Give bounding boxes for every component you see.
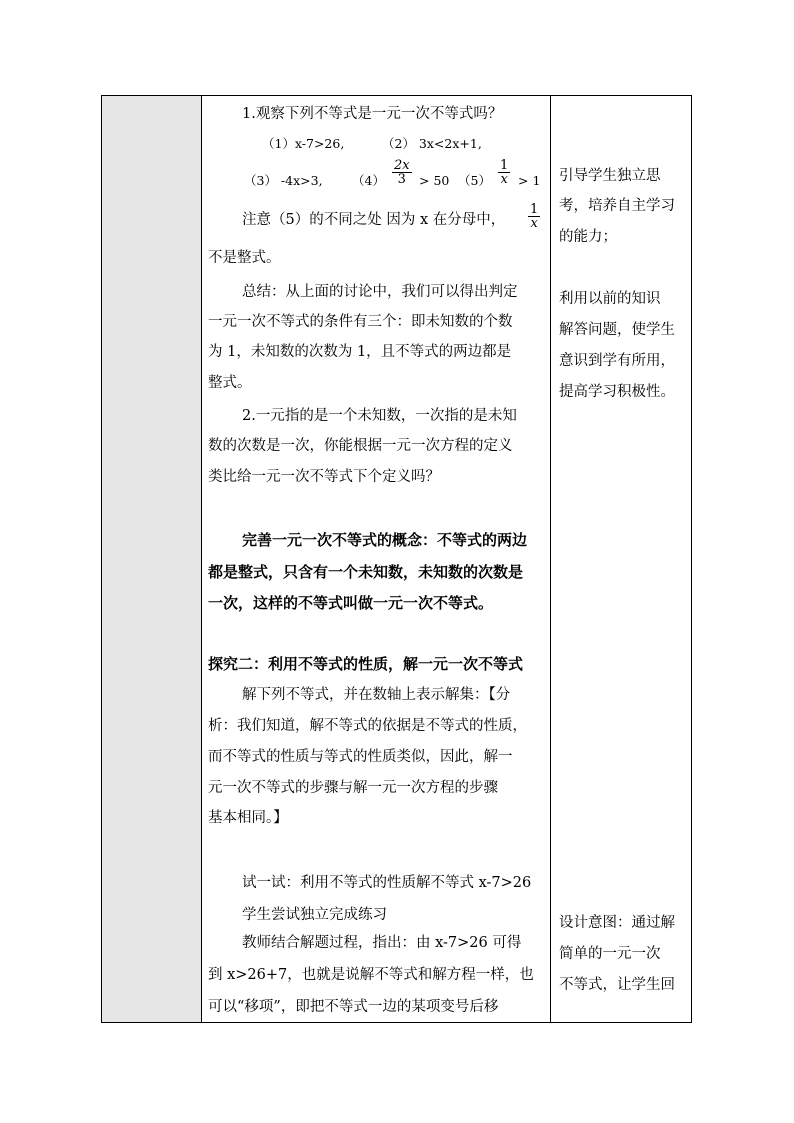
summary-line-1: 总结：从上面的讨论中，我们可以得出判定 [242,284,518,300]
summary-line-2: 一元一次不等式的条件有三个：即未知数的个数 [208,314,513,330]
question-2-line-3: 类比给一元一次不等式下个定义吗？ [208,469,440,485]
analysis-line-4: 元一次不等式的步骤与解一元一次方程的步骤 [208,780,498,796]
content-column [202,96,551,1022]
note-line: 注意（5）的不同之处 因为 x 在分母中， [242,212,506,228]
inequality-2: （2） 3x<2x+1, [382,136,482,151]
fraction-1-over-x: $\frac{1}{x}$ [500,158,509,187]
lesson-table [101,95,692,1023]
definition-line-1: 完善一元一次不等式的概念：不等式的两边 [242,531,528,549]
note-1-line-1: 引导学生独立思 [559,168,661,184]
inequality-4-rest: > 50 [419,173,450,188]
try-it-line: 试一试：利用不等式的性质解不等式 x-7>26 [242,875,532,891]
question-2-line-2: 数的次数是一次，你能根据一元一次方程的定义 [208,438,513,454]
analysis-line-2: 析：我们知道，解不等式的依据是不等式的性质， [208,718,527,734]
summary-line-3: 为 1，未知数的次数为 1，且不等式的两边都是 [208,344,512,360]
question-2-line-1: 2.一元指的是一个未知数，一次指的是未知 [242,408,517,424]
fraction-2x-over-3: $\frac{2x}{3}$ [394,158,410,187]
note-1-line-2: 考，培养自主学习 [559,198,675,214]
inequality-3: （3） -4x>3, [244,173,323,188]
notes-column [551,96,691,1022]
note-3-line-3: 不等式，让学生回 [559,977,675,993]
definition-line-2: 都是整式，只含有一个未知数，未知数的次数是 [208,563,524,581]
inequality-5-label: （5） [458,173,491,188]
note-3-line-2: 简单的一元一次 [559,946,661,962]
question-1: 1.观察下列不等式是一元一次不等式吗？ [242,106,503,122]
note-fraction: $\frac{1}{x}$ [530,202,539,231]
teacher-line-3: 可以“移项”，即把不等式一边的某项变号后移 [208,999,499,1015]
explore-2-title: 探究二：利用不等式的性质，解一元一次不等式 [208,655,524,673]
teacher-line-1: 教师结合解题过程，指出：由 x-7>26 可得 [242,935,522,951]
analysis-line-3: 而不等式的性质与等式的性质类似，因此，解一 [208,749,513,765]
inequality-1: （1）x-7>26, [262,136,345,151]
student-practice-line: 学生尝试独立完成练习 [242,907,387,923]
analysis-line-1: 解下列不等式，并在数轴上表示解集：【分 [242,687,511,703]
note-2-line-4: 提高学习积极性。 [559,384,675,400]
note-2-line-3: 意识到学有所用， [559,353,675,369]
note-1-line-3: 的能力； [559,229,617,245]
analysis-line-5: 基本相同。】 [208,810,288,826]
inequality-5-rest: > 1 [518,173,541,188]
note-3-line-1: 设计意图：通过解 [559,915,675,931]
inequality-4-label: （4） [352,173,385,188]
definition-line-3: 一次，这样的不等式叫做一元一次不等式。 [208,594,494,612]
left-column [102,96,202,1022]
note-2-line-2: 解答问题，使学生 [559,322,675,338]
note-2-line-1: 利用以前的知识 [559,291,661,307]
teacher-line-2: 到 x>26+7，也就是说解不等式和解方程一样，也 [208,967,534,983]
note-line-2: 不是整式。 [208,250,281,266]
summary-line-4: 整式。 [208,375,252,391]
